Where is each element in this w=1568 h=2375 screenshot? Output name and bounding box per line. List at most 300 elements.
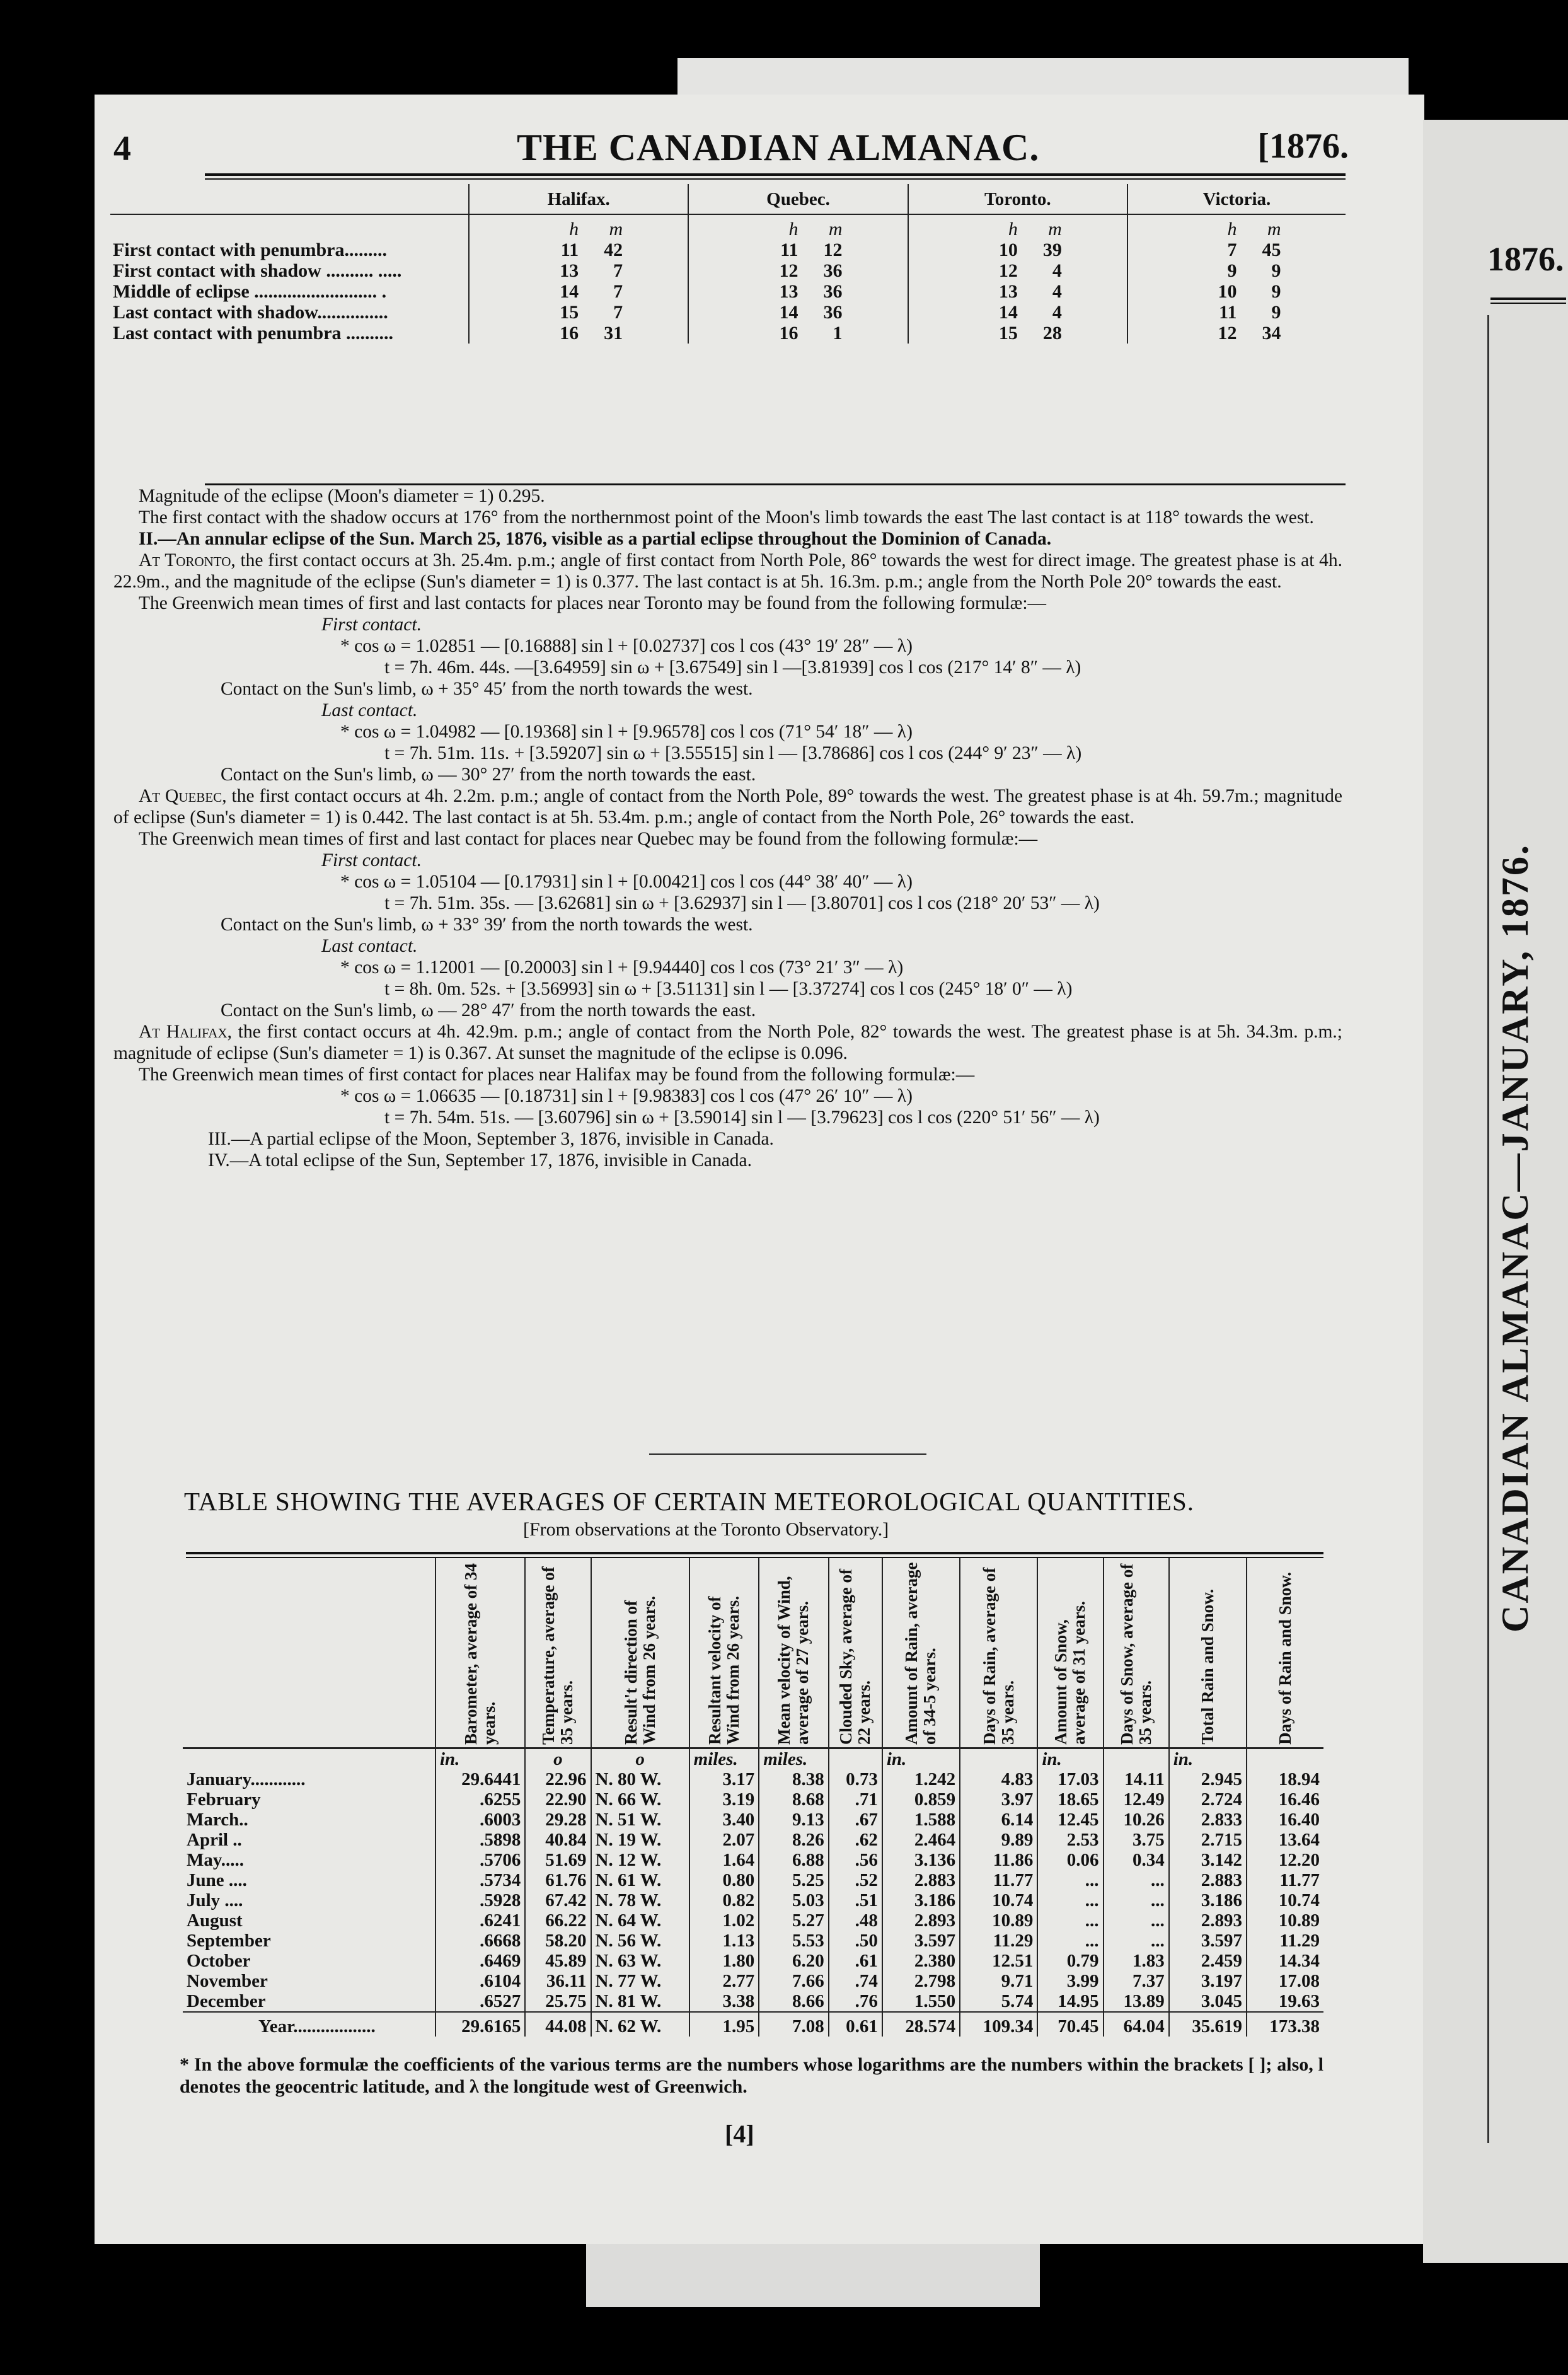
met-cell: 3.40 [689,1810,759,1830]
met-col-header [882,1558,960,1748]
met-cell: 13.89 [1104,1991,1169,2012]
met-cell: N. 64 W. [591,1910,689,1931]
met-col-header [759,1558,829,1748]
met-row [183,1910,1323,1931]
quebec-lead: At Quebec, [139,786,227,806]
halifax-text: the first contact occurs at 4h. 42.9m. p.m.; angle of contact from the North Pole, 82° towards the west. The greatest phase is at 5h. 34.3m. p.m.; magnitude of eclipse (Sun's diameter = 1) is 0.367. At sunset the magnitude of the eclipse is 0.096. [113,1022,1343,1063]
eclipse-minutes: 7 [613,260,623,281]
toronto-lead: At Toronto, [139,550,236,570]
met-cell: 109.34 [960,2012,1037,2037]
met-row-label: May..... [187,1850,245,1870]
met-cell: 6.14 [960,1810,1037,1830]
met-cell: 3.75 [1104,1830,1169,1850]
met-cell: 10.89 [960,1910,1037,1931]
halifax-formula-2: t = 7h. 54m. 51s. — [3.60796] sin ω + [3.59014] sin l — [3.79623] cos l cos (220° 51′ 56″ — λ) [384,1107,1100,1128]
met-col-header-text: Days of Rain, average of 35 years. [979,1567,1017,1745]
met-cell: 6.88 [759,1850,829,1870]
eclipse-minutes: 36 [823,302,843,323]
eclipse-cell [469,302,688,323]
met-cell: 9.71 [960,1971,1037,1991]
eclipse-cell [1127,260,1346,281]
met-row [183,1830,1323,1850]
toronto-formula-3: * cos ω = 1.04982 — [0.19368] sin l + [9.96578] cos l cos (71° 54′ 18″ — λ) [340,722,913,742]
met-cell: 29.6165 [435,2012,525,2037]
met-cell: 61.76 [525,1870,591,1890]
met-top-rule [186,1552,1323,1558]
eclipse-minutes: 7 [613,281,623,302]
eclipse-cell [908,260,1127,281]
eclipse-hours: 12 [779,260,798,281]
met-row [183,1769,1323,1789]
met-cell: .6241 [435,1910,525,1931]
met-cell: 8.66 [759,1991,829,2012]
met-cell: 14.11 [1104,1769,1169,1789]
met-cell: .5898 [435,1830,525,1850]
met-cell: 8.68 [759,1789,829,1810]
met-cell: 12.49 [1104,1789,1169,1810]
eclipse-cell [908,302,1127,323]
unit-m: m [609,219,623,240]
met-row-label: October [187,1951,251,1971]
met-cell: 1.242 [882,1769,960,1789]
met-unit [1247,1748,1323,1770]
met-cell: .61 [829,1951,882,1971]
eclipse-row [110,240,1346,260]
met-cell: 3.597 [1169,1931,1247,1951]
met-row-label: July .... [187,1890,243,1910]
met-cell: N. 66 W. [591,1789,689,1810]
met-cell: 2.07 [689,1830,759,1850]
eclipse-minutes: 45 [1262,240,1281,260]
met-cell: .71 [829,1789,882,1810]
toronto-last-contact-label: Last contact. [321,700,418,720]
met-col-header [689,1558,759,1748]
met-col-header-text: Mean velocity of Wind, average of 27 years. [775,1576,812,1745]
met-col-header [435,1558,525,1748]
met-cell: .76 [829,1991,882,2012]
met-row [183,1951,1323,1971]
met-unit: in. [435,1748,525,1770]
met-cell: .62 [829,1830,882,1850]
eclipse-minutes: 34 [1262,323,1281,344]
met-col-header-text: Days of Snow, average of 35 years. [1117,1563,1155,1745]
quebec-formula-2: t = 7h. 51m. 35s. — [3.62681] sin ω + [3.62937] sin l — [3.80701] cos l cos (218° 20′ 53″ — λ) [384,893,1100,913]
met-cell: N. 51 W. [591,1810,689,1830]
eclipse-minutes: 9 [1271,281,1281,302]
met-cell: 2.715 [1169,1830,1247,1850]
met-cell: 16.40 [1247,1810,1323,1830]
page-year: [1876. [1257,127,1349,166]
met-col-header-text: Amount of Snow, average of 31 years. [1051,1601,1089,1745]
met-cell: 12.20 [1247,1850,1323,1870]
met-cell: 0.82 [689,1890,759,1910]
eclipse-hours: 16 [560,323,579,344]
met-cell: 11.77 [1247,1870,1323,1890]
met-unit: miles. [759,1748,829,1770]
met-col-header [1104,1558,1169,1748]
met-cell: 36.11 [525,1971,591,1991]
met-cell: 18.94 [1247,1769,1323,1789]
met-cell: 10.89 [1247,1910,1323,1931]
met-cell: 22.90 [525,1789,591,1810]
met-cell: 11.29 [960,1931,1037,1951]
eclipse-row-label: Middle of eclipse .......................... . [113,281,387,302]
met-cell: ... [1037,1910,1103,1931]
eclipse-minutes: 7 [613,302,623,323]
eclipse-hours: 12 [1218,323,1237,344]
eclipse-minutes: 42 [604,240,623,260]
eclipse-minutes: 36 [823,260,843,281]
met-cell: .6527 [435,1991,525,2012]
magnitude-text: Magnitude of the eclipse (Moon's diameter = 1) 0.295. [139,486,545,506]
met-cell: .5734 [435,1870,525,1890]
eclipse-hours: 14 [779,302,798,323]
toronto-formula-4: t = 7h. 51m. 11s. + [3.59207] sin ω + [3.55515] sin l — [3.78686] cos l cos (244° 9′ 23″ — λ) [384,743,1082,763]
toronto-text: the first contact occurs at 3h. 25.4m. p.m.; angle of first contact from North Pole, 86° towards the west for direct image. The greatest phase is at 4h. 22.9m., and the magnitude of the eclipse (Sun's diameter = 1) is 0.377. The last contact is at 5h. 16.3m. p.m.; angle from the North Pole 20° towards the east. [113,550,1342,592]
met-cell: 5.25 [759,1870,829,1890]
met-cell: N. 12 W. [591,1850,689,1870]
met-cell: N. 63 W. [591,1951,689,1971]
met-cell: 3.19 [689,1789,759,1810]
halifax-lead: At Halifax, [139,1022,232,1042]
met-row-label: January............ [187,1769,306,1789]
met-cell: 1.80 [689,1951,759,1971]
section-rule [649,1453,926,1455]
page-number: 4 [113,129,131,168]
folio: [4] [725,2120,754,2148]
met-col-header-text: Barometer, average of 34 years. [461,1563,499,1745]
met-cell: 1.13 [689,1931,759,1951]
met-cell: 3.136 [882,1850,960,1870]
unit-h: h [569,219,579,240]
quebec-formula-1: * cos ω = 1.05104 — [0.17931] sin l + [0.00421] cos l cos (44° 38′ 40″ — λ) [340,872,913,892]
met-col-header-text: Days of Rain and Snow. [1275,1572,1294,1745]
met-cell: 2.833 [1169,1810,1247,1830]
eclipse-cell [688,240,908,260]
met-cell: 0.79 [1037,1951,1103,1971]
eclipse-row-label: Last contact with penumbra .......... [113,323,394,344]
bottom-strip [586,2238,1040,2307]
met-cell: 3.186 [1169,1890,1247,1910]
met-col-header-text: Total Rain and Snow. [1197,1589,1217,1745]
met-cell: 12.51 [960,1951,1037,1971]
eclipse-hours: 10 [1218,281,1237,302]
met-row [183,1991,1323,2012]
eclipse-row [110,281,1346,302]
met-cell: .67 [829,1810,882,1830]
met-cell: 1.83 [1104,1951,1169,1971]
met-col-header [960,1558,1037,1748]
met-cell: .5928 [435,1890,525,1910]
met-cell: 2.380 [882,1951,960,1971]
total-sun-eclipse: IV.—A total eclipse of the Sun, September 17, 1876, invisible in Canada. [208,1150,752,1170]
met-cell: 66.22 [525,1910,591,1931]
met-cell: 3.17 [689,1769,759,1789]
met-cell: 2.893 [1169,1910,1247,1931]
met-cell: 28.574 [882,2012,960,2037]
eclipse-row [110,323,1346,344]
right-page-border [1487,315,1489,2143]
met-cell: 2.893 [882,1910,960,1931]
met-cell: 0.73 [829,1769,882,1789]
met-row-label: March.. [187,1810,248,1830]
right-page-side-title: CANADIAN ALMANAC—JANUARY, 1876. [1494,843,1536,1632]
met-cell: .6003 [435,1810,525,1830]
met-cell: 3.045 [1169,1991,1247,2012]
col-toronto: Toronto. [908,184,1127,214]
met-cell: 25.75 [525,1991,591,2012]
met-cell: 2.53 [1037,1830,1103,1850]
met-cell: 3.38 [689,1991,759,2012]
eclipse-hours: 13 [998,281,1018,302]
eclipse-row-label: First contact with penumbra......... [113,240,387,260]
quebec-contact-2: Contact on the Sun's limb, ω — 28° 47′ from the north towards the east. [221,1000,756,1020]
met-cell: 11.29 [1247,1931,1323,1951]
right-page-rule [1490,298,1566,304]
eclipse-row [110,260,1346,281]
eclipse-cell [469,240,688,260]
toronto-paragraph [113,550,1342,592]
eclipse-cell [1127,302,1346,323]
met-cell: 3.97 [960,1789,1037,1810]
unit-h: h [1227,219,1237,240]
met-cell: 1.588 [882,1810,960,1830]
met-cell: N. 19 W. [591,1830,689,1850]
met-cell: 22.96 [525,1769,591,1789]
met-cell: 4.83 [960,1769,1037,1789]
met-row [183,1810,1323,1830]
met-cell: 14.34 [1247,1951,1323,1971]
met-units-row [183,1748,1323,1770]
met-cell: ... [1037,1931,1103,1951]
met-cell: N. 78 W. [591,1890,689,1910]
eclipse-cell [469,260,688,281]
eclipse-hours: 13 [779,281,798,302]
met-cell: 3.597 [882,1931,960,1951]
eclipse-hours: 11 [1219,302,1237,323]
met-cell: 12.45 [1037,1810,1103,1830]
eclipse-cell [908,323,1127,344]
met-unit: miles. [689,1748,759,1770]
met-cell: 5.53 [759,1931,829,1951]
met-cell: 8.38 [759,1769,829,1789]
met-cell: 173.38 [1247,2012,1323,2037]
eclipse-minutes: 4 [1052,302,1062,323]
met-row-label: Year.................. [183,2012,435,2037]
eclipse-cell [469,281,688,302]
eclipse-minutes: 9 [1271,302,1281,323]
unit-h: h [788,219,798,240]
eclipse-cell [688,323,908,344]
eclipse-cell [688,302,908,323]
meteorological-table [183,1558,1323,2037]
header-rule [205,173,1346,180]
met-cell: ... [1104,1870,1169,1890]
eclipse-hours: 16 [779,323,798,344]
met-cell: ... [1104,1931,1169,1951]
met-cell: N. 61 W. [591,1870,689,1890]
unit-h: h [1008,219,1018,240]
met-cell: ... [1104,1910,1169,1931]
met-col-header-text: Result't direction of Wind from 26 years. [621,1596,659,1745]
quebec-paragraph [113,785,1342,828]
met-cell: 11.86 [960,1850,1037,1870]
met-cell: ... [1104,1890,1169,1910]
met-cell: 1.550 [882,1991,960,2012]
met-row [183,1850,1323,1870]
met-cell: 7.37 [1104,1971,1169,1991]
eclipse-cell [1127,240,1346,260]
met-cell: 1.95 [689,2012,759,2037]
met-cell: 9.13 [759,1810,829,1830]
greenwich-toronto: The Greenwich mean times of first and last contacts for places near Toronto may be found from the following formulæ:— [139,593,1047,613]
eclipse-minutes: 31 [604,323,623,344]
shadow-contact-text: The first contact with the shadow occurs at 176° from the northernmost point of the Moon's limb towards the east The last contact is at 118° towards the west. [139,507,1314,528]
met-cell: 9.89 [960,1830,1037,1850]
unit-m: m [828,219,843,240]
met-cell: 0.61 [829,2012,882,2037]
eclipse-hours: 9 [1227,260,1237,281]
met-cell: 7.08 [759,2012,829,2037]
met-row-label: November [187,1971,268,1991]
met-col-header [1037,1558,1103,1748]
toronto-formula-2: t = 7h. 46m. 44s. —[3.64959] sin ω + [3.67549] sin l —[3.81939] cos l cos (217° 14′ 8″ — λ) [384,657,1081,678]
met-cell: 5.74 [960,1991,1037,2012]
met-row-label: August [187,1910,243,1931]
met-cell: .6255 [435,1789,525,1810]
eclipse-cell [688,260,908,281]
toronto-contact-2: Contact on the Sun's limb, ω — 30° 27′ from the north towards the east. [221,765,756,785]
eclipse-hours: 11 [560,240,579,260]
met-cell: 0.80 [689,1870,759,1890]
met-cell: N. 80 W. [591,1769,689,1789]
met-cell: 3.142 [1169,1850,1247,1870]
met-unit [960,1748,1037,1770]
met-col-header [1169,1558,1247,1748]
page-header [113,120,1349,170]
met-col-header [829,1558,882,1748]
met-cell: 29.6441 [435,1769,525,1789]
met-cell: 18.65 [1037,1789,1103,1810]
met-cell: 2.883 [1169,1870,1247,1890]
met-cell: 17.03 [1037,1769,1103,1789]
met-cell: .74 [829,1971,882,1991]
met-unit [1104,1748,1169,1770]
eclipse-minutes: 39 [1042,240,1062,260]
met-cell: 3.186 [882,1890,960,1910]
met-cell: 6.20 [759,1951,829,1971]
met-cell: 67.42 [525,1890,591,1910]
eclipse-row-label: Last contact with shadow............... [113,302,388,323]
eclipse-hours: 15 [560,302,579,323]
met-cell: 2.798 [882,1971,960,1991]
toronto-contact-1: Contact on the Sun's limb, ω + 35° 45′ from the north towards the west. [221,679,753,699]
eclipse-hours: 7 [1227,240,1237,260]
met-unit: in. [1169,1748,1247,1770]
partial-moon-eclipse: III.—A partial eclipse of the Moon, September 3, 1876, invisible in Canada. [208,1129,774,1149]
met-table-title: TABLE SHOWING THE AVERAGES OF CERTAIN METEOROLOGICAL QUANTITIES. [184,1487,1195,1516]
met-cell: 11.77 [960,1870,1037,1890]
met-cell: 2.77 [689,1971,759,1991]
eclipse-minutes: 36 [823,281,843,302]
met-cell: 2.945 [1169,1769,1247,1789]
quebec-text: the first contact occurs at 4h. 2.2m. p.m.; angle of contact from the North Pole, 89° towards the west. The greatest phase is at 4h. 59.7m.; magnitude of eclipse (Sun's diameter = 1) is 0.442. The last contact is at 5h. 53.4m. p.m.; angle of contact from the North Pole, 26° towards the east. [113,786,1342,828]
col-quebec: Quebec. [688,184,908,214]
halifax-formula-1: * cos ω = 1.06635 — [0.18731] sin l + [9.98383] cos l cos (47° 26′ 10″ — λ) [340,1086,913,1106]
met-row-label: December [187,1991,266,2011]
met-col-header-text: Clouded Sky, average of 22 years. [836,1568,874,1745]
eclipse-minutes: 9 [1271,260,1281,281]
met-row-label: February [187,1789,261,1810]
right-page-year: 1876. [1487,240,1564,278]
met-row [183,1890,1323,1910]
eclipse-table [110,184,1346,344]
met-cell: 10.74 [1247,1890,1323,1910]
met-cell: N. 77 W. [591,1971,689,1991]
met-cell: ... [1037,1870,1103,1890]
met-cell: 58.20 [525,1931,591,1951]
page-title: THE CANADIAN ALMANAC. [517,127,1040,168]
met-cell: 16.46 [1247,1789,1323,1810]
met-cell: .51 [829,1890,882,1910]
eclipse-text [113,485,1342,1171]
met-cell: 0.34 [1104,1850,1169,1870]
eclipse-hours: 11 [780,240,798,260]
met-cell: 64.04 [1104,2012,1169,2037]
eclipse-cell [1127,323,1346,344]
met-col-header [525,1558,591,1748]
eclipse-hours: 10 [998,240,1018,260]
met-cell: 35.619 [1169,2012,1247,2037]
eclipse-minutes: 4 [1052,281,1062,302]
met-cell: 2.724 [1169,1789,1247,1810]
eclipse-units-row [110,214,1346,240]
met-cell: 1.02 [689,1910,759,1931]
met-row-label: April .. [187,1830,242,1850]
greenwich-quebec: The Greenwich mean times of first and last contact for places near Quebec may be found from the following formulæ:— [139,829,1038,849]
eclipse-hours: 14 [560,281,579,302]
met-cell: N. 56 W. [591,1931,689,1951]
met-cell: 2.459 [1169,1951,1247,1971]
eclipse-hours: 14 [998,302,1018,323]
greenwich-halifax: The Greenwich mean times of first contact for places near Halifax may be found from the following formulæ:— [139,1065,975,1085]
met-cell: .50 [829,1931,882,1951]
quebec-formula-4: t = 8h. 0m. 52s. + [3.56993] sin ω + [3.51131] sin l — [3.37274] cos l cos (245° 18′ 0″ — λ) [384,979,1073,999]
toronto-formula-1: * cos ω = 1.02851 — [0.16888] sin l + [0.02737] cos l cos (43° 19′ 28″ — λ) [340,636,913,656]
met-cell: 45.89 [525,1951,591,1971]
met-cell: 3.99 [1037,1971,1103,1991]
unit-m: m [1267,219,1281,240]
eclipse-minutes: 12 [823,240,843,260]
met-row [183,1870,1323,1890]
col-halifax: Halifax. [469,184,688,214]
met-cell: .48 [829,1910,882,1931]
met-row [183,1971,1323,1991]
met-cell: 5.27 [759,1910,829,1931]
quebec-contact-1: Contact on the Sun's limb, ω + 33° 39′ from the north towards the west. [221,915,753,935]
met-cell: 3.197 [1169,1971,1247,1991]
met-row-label: September [187,1931,271,1951]
eclipse-minutes: 28 [1042,323,1062,344]
met-cell: 7.66 [759,1971,829,1991]
eclipse-cell [1127,281,1346,302]
met-cell: .5706 [435,1850,525,1870]
met-cell: .6469 [435,1951,525,1971]
met-cell: .52 [829,1870,882,1890]
eclipse-row-label: First contact with shadow .......... ..... [113,260,402,281]
quebec-first-contact-label: First contact. [321,850,422,870]
met-cell: .56 [829,1850,882,1870]
